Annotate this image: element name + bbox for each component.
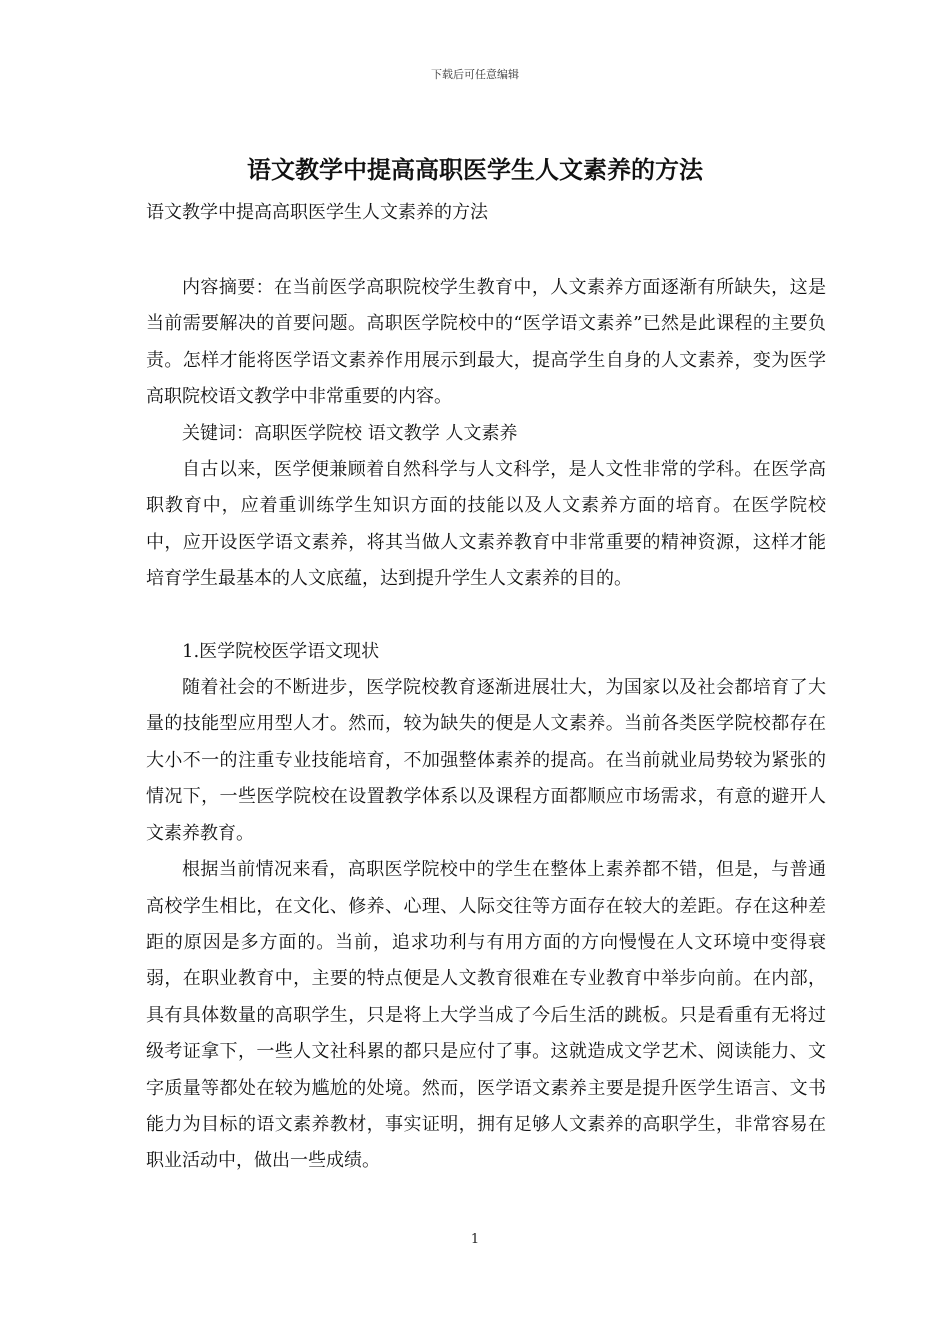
- header-note: 下载后可任意编辑: [431, 68, 519, 81]
- section-paragraph: 随着社会的不断进步，医学院校教育逐渐进展壮大，为国家以及社会都培育了大量的技能型应用型人才。然而，较为缺失的便是人文素养。当前各类医学院校都存在大小不一的注重专业技能培育，不加强整体素养的提高。在当前就业局势较为紧张的情况下，一些医学院校在设置教学体系以及课程方面都顺应市场需求，有意的避开人文素养教育。: [146, 677, 826, 844]
- section-paragraph: 根据当前情况来看，高职医学院校中的学生在整体上素养都不错，但是，与普通高校学生相比，在文化、修养、心理、人际交往等方面存在较大的差距。存在这种差距的原因是多方面的。当前，追求功利与有用方面的方向慢慢在人文环境中变得衰弱，在职业教育中，主要的特点便是人文教育很难在专业教育中举步向前。在内部，具有具体数量的高职学生，只是将上大学当成了今后生活的跳板。只是看重有无将过级考证拿下，一些人文社科累的都只是应付了事。这就造成文学艺术、阅读能力、文字质量等都处在较为尴尬的处境。然而，医学语文素养主要是提升医学生语言、文书能力为目标的语文素养教材，事实证明，拥有足够人文素养的高职学生，非常容易在职业活动中，做出一些成绩。: [146, 859, 826, 1172]
- section-heading: 1.医学院校医学语文现状: [182, 640, 380, 662]
- document-subtitle: 语文教学中提高高职医学生人文素养的方法: [146, 202, 488, 223]
- intro-paragraph: 自古以来，医学便兼顾着自然科学与人文科学，是人文性非常的学科。在医学高职教育中，应着重训练学生知识方面的技能以及人文素养方面的培育。在医学院校中，应开设医学语文素养，将其当做人文素养教育中非常重要的精神资源，这样才能培育学生最基本的人文底蕴，达到提升学生人文素养的目的。: [146, 459, 826, 590]
- paragraph-gap: [146, 598, 826, 634]
- document-body: [146, 270, 826, 1180]
- document-title: 语文教学中提高高职医学生人文素养的方法: [247, 155, 703, 184]
- abstract-paragraph: 内容摘要：在当前医学高职院校学生教育中，人文素养方面逐渐有所缺失，这是当前需要解决的首要问题。高职医学院校中的“医学语文素养”已然是此课程的主要负责。怎样才能将医学语文素养作用展示到最大，提高学生自身的人文素养，变为医学高职院校语文教学中非常重要的内容。: [146, 277, 826, 408]
- keywords-paragraph: 关键词：高职医学院校 语文教学 人文素养: [182, 422, 518, 444]
- page-number: 1: [470, 1232, 480, 1247]
